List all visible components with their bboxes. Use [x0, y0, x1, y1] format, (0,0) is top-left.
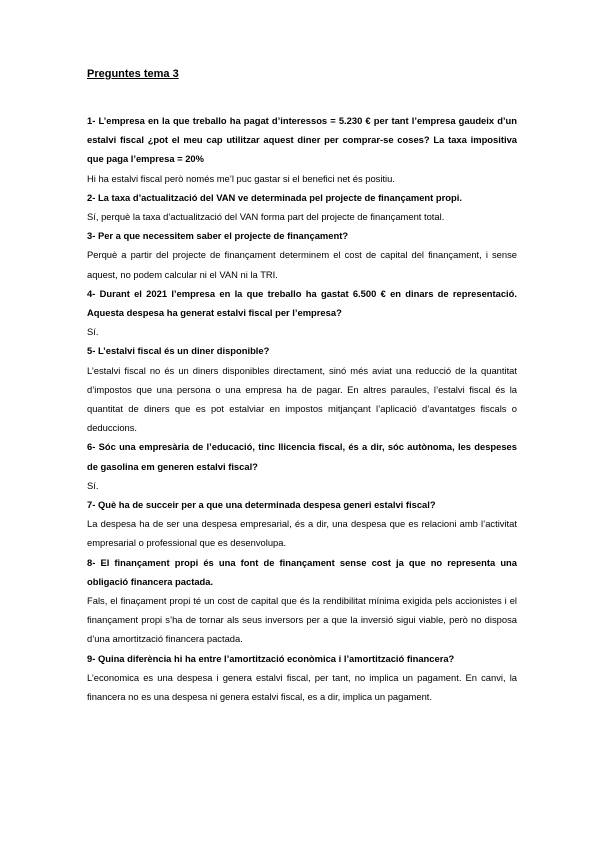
answer-8: Fals, el finaçament propi té un cost de capital que és la rendibilitat mínima exigida pels accionistes i el finançament propi s’ha de tornar als seus inversors per a que la inversió sigui viable, però no disposa d’una amortització financera pactada. — [87, 595, 517, 645]
answer-6: Sí. — [87, 479, 99, 491]
question-5: 5- L’estalvi fiscal és un diner disponible? — [87, 345, 270, 357]
question-6: 6- Sóc una empresària de l’educació, tinc llicencia fiscal, és a dir, sóc autònoma, les despeses de gasolina em generen estalvi fiscal? — [87, 441, 517, 472]
question-3: 3- Per a que necessitem saber el projecte de finançament? — [87, 230, 349, 242]
answer-3: Perquè a partir del projecte de finançament determinem el cost de capital del finançament, i sense aquest, no podem calcular ni el VAN ni la TRI. — [87, 249, 517, 280]
question-1: 1- L’empresa en la que treballo ha pagat d’interessos = 5.230 € per tant l’empresa gaudeix d’un estalvi fiscal ¿pot el meu cap utilitzar aquest diner per comprar-se coses? La taxa impositiva que paga l’empresa = 20% — [87, 115, 517, 165]
answer-9: L’economica es una despesa i genera estalvi fiscal, per tant, no implica un pagament. En canvi, la financera no es una despesa ni genera estalvi fiscal, es a dir, implica un pagament. — [87, 671, 517, 703]
answer-1: Hi ha estalvi fiscal però només me’l puc gastar si el benefici net és positiu. — [87, 172, 395, 184]
question-7: 7- Què ha de succeir per a que una determinada despesa generi estalvi fiscal? — [87, 499, 436, 511]
question-9: 9- Quina diferència hi ha entre l’amortització econòmica i l’amortització financera? — [87, 652, 455, 664]
answer-4: Sí. — [87, 326, 99, 338]
answer-5: L’estalvi fiscal no és un diners disponibles directament, sinó més aviat una reducció de la quantitat d’impostos que una persona o una empresa ha de pagar. En altres paraules, l’estalvi fiscal és la quantitat de diners que es pot estalviar en impostos mitjançant l’aplicació d’avantatges fiscals o deduccions. — [87, 364, 517, 434]
answer-2: Sí, perquè la taxa d’actualització del VAN forma part del projecte de finançament total. — [87, 211, 445, 223]
document-title: Preguntes tema 3 — [87, 68, 179, 80]
question-2: 2- La taxa d’actualització del VAN ve determinada pel projecte de finançament propi. — [87, 191, 462, 203]
question-4: 4- Durant el 2021 l’empresa en la que treballo ha gastat 6.500 € en dinars de representació. Aquesta despesa ha generat estalvi fiscal per l’empresa? — [87, 287, 517, 319]
qa-list — [87, 111, 517, 706]
answer-7: La despesa ha de ser una despesa empresarial, és a dir, una despesa que es relacioni amb l’activitat empresarial o professional que es desenvolupa. — [87, 518, 517, 549]
question-8: 8- El finançament propi és una font de finançament sense cost ja que no representa una obligació financera pactada. — [87, 556, 517, 587]
